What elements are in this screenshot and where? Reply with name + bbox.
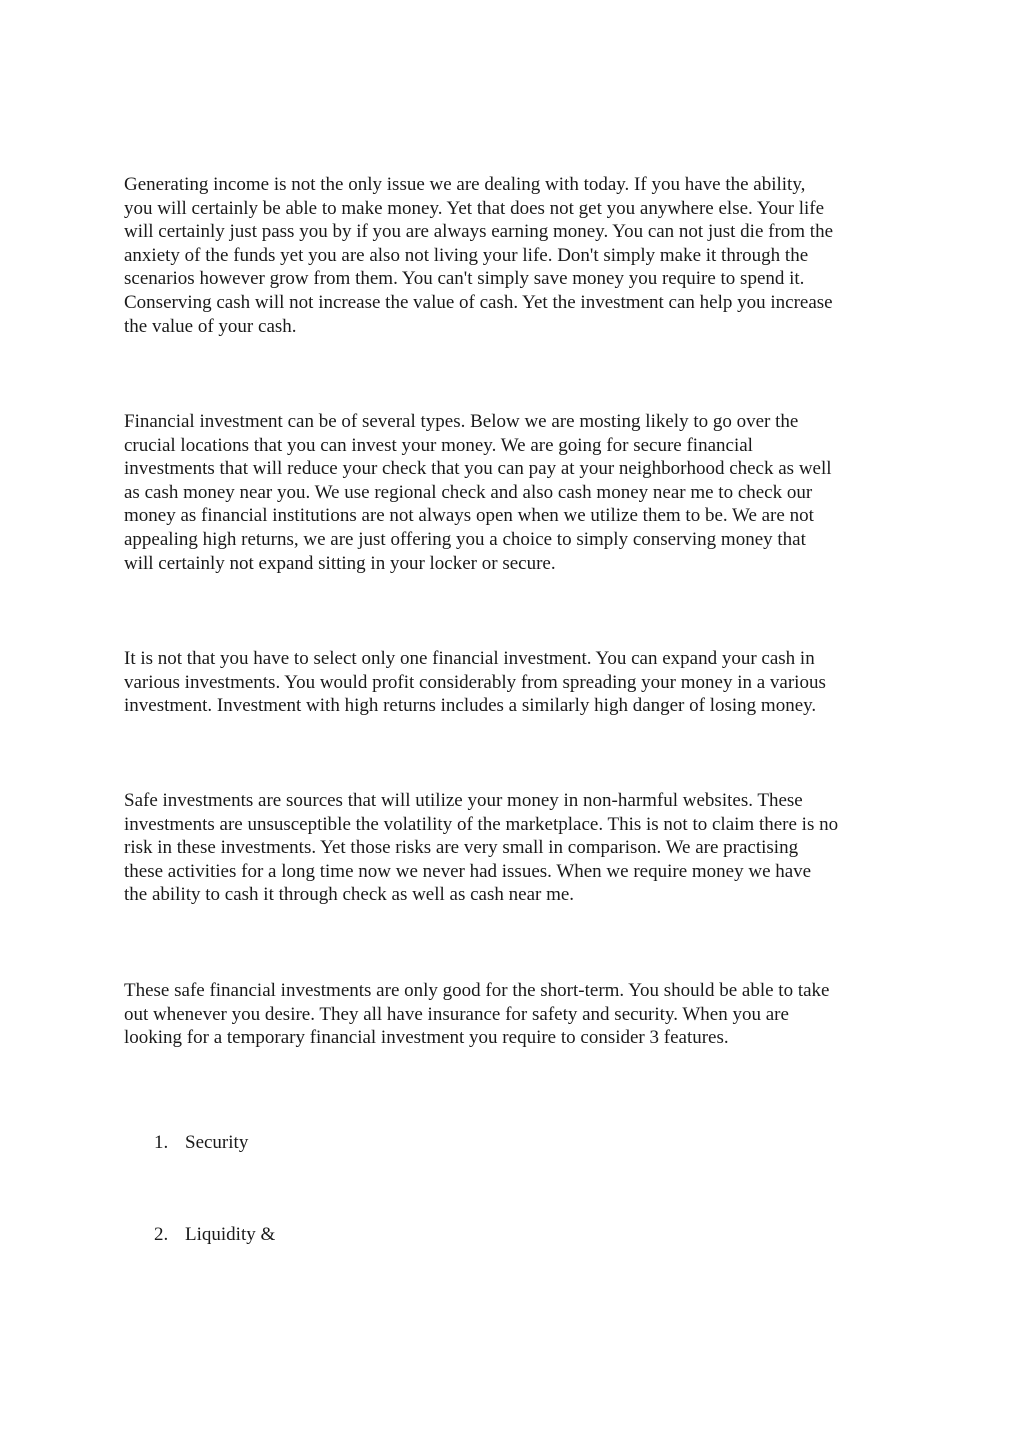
paragraph-line: investments that will reduce your check that you can pay at your neighborhood check as well [124, 458, 832, 480]
paragraph-diversify [124, 647, 914, 718]
paragraph-line: will certainly just pass you by if you are always earning money. You can not just die from the [124, 221, 834, 243]
paragraph-line: crucial locations that you can invest your money. We are going for secure financial [124, 434, 753, 456]
paragraph-short-term [124, 979, 914, 1050]
paragraph-line: It is not that you have to select only one financial investment. You can expand your cash in [124, 648, 815, 669]
list-item-text: Security [185, 1132, 249, 1153]
paragraph-safe-investments [124, 789, 914, 907]
paragraph-line: as cash money near you. We use regional check and also cash money near me to check our [124, 481, 813, 503]
paragraph-line: appealing high returns, we are just offering you a choice to simply conserving money that [124, 528, 806, 550]
list-item-number: 2. [154, 1224, 169, 1245]
list-item-number: 1. [154, 1132, 169, 1153]
paragraph-line: you will certainly be able to make money. Yet that does not get you anywhere else. Your life [124, 197, 825, 219]
paragraph-line: investment. Investment with high returns includes a similarly high danger of losing money. [124, 695, 817, 717]
paragraph-line: out whenever you desire. They all have insurance for safety and security. When you are [124, 1003, 789, 1025]
paragraph-line: the value of your cash. [124, 315, 297, 337]
paragraph-line: Conserving cash will not increase the value of cash. Yet the investment can help you increase [124, 291, 833, 313]
paragraph-line: scenarios however grow from them. You can't simply save money you require to spend it. [124, 268, 805, 290]
list-item-text: Liquidity & [185, 1224, 276, 1245]
paragraph-income [124, 173, 914, 338]
paragraph-line: Safe investments are sources that will utilize your money in non-harmful websites. These [124, 790, 803, 811]
list-item-liquidity [154, 1223, 275, 1247]
paragraph-line: these activities for a long time now we never had issues. When we require money we have [124, 860, 812, 882]
paragraph-line: will certainly not expand sitting in your locker or secure. [124, 552, 556, 574]
list-item-security [154, 1131, 248, 1155]
paragraph-investment-types [124, 410, 914, 575]
paragraph-line: looking for a temporary financial investment you require to consider 3 features. [124, 1027, 729, 1049]
paragraph-line: various investments. You would profit considerably from spreading your money in a various [124, 671, 826, 693]
paragraph-line: money as financial institutions are not always open when we utilize them to be. We are not [124, 505, 814, 527]
paragraph-line: the ability to cash it through check as well as cash near me. [124, 884, 575, 906]
paragraph-line: anxiety of the funds yet you are also not living your life. Don't simply make it through the [124, 244, 809, 266]
paragraph-line: These safe financial investments are only good for the short-term. You should be able to take [124, 980, 830, 1001]
paragraph-line: investments are unsusceptible the volatility of the marketplace. This is not to claim there is no [124, 813, 839, 835]
paragraph-line: Financial investment can be of several types. Below we are mosting likely to go over the [124, 411, 799, 432]
paragraph-line: Generating income is not the only issue we are dealing with today. If you have the ability, [124, 174, 806, 195]
paragraph-line: risk in these investments. Yet those risks are very small in comparison. We are practising [124, 837, 799, 859]
